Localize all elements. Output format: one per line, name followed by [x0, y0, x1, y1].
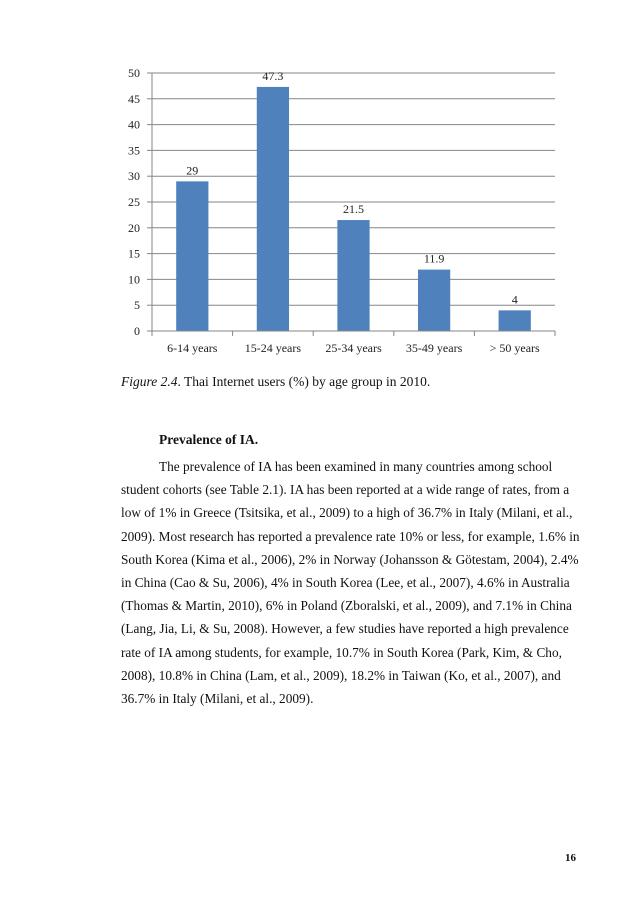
bar	[499, 310, 531, 331]
y-tick-label: 25	[128, 195, 140, 209]
body-paragraph	[121, 455, 580, 710]
body-line: 2008), 10.8% in China (Lam, et al., 2009), 18.2% in Taiwan (Ko, et al., 2007), and	[121, 667, 561, 683]
y-tick-label: 15	[128, 246, 140, 261]
x-tick-label: 6-14 years	[167, 341, 218, 355]
x-tick-label: 35-49 years	[405, 341, 463, 355]
data-label: 29	[186, 163, 199, 178]
body-line: The prevalence of IA has been examined in many countries among school	[159, 459, 553, 474]
bar	[257, 87, 289, 331]
x-tick-label: 15-24 years	[244, 341, 302, 355]
body-line: student cohorts (see Table 2.1). IA has been reported at a wide range of rates, from a	[121, 482, 570, 498]
y-tick-label: 20	[128, 220, 140, 235]
body-line: (Lang, Jia, Li, & Su, 2008). However, a few studies have reported a high prevalence	[121, 621, 569, 637]
y-tick-label: 10	[128, 272, 140, 287]
page-number: 16	[565, 852, 576, 864]
body-line: low of 1% in Greece (Tsitsika, et al., 2009) to a high of 36.7% in Italy (Milani, et al.,	[121, 505, 573, 521]
y-tick-label: 40	[128, 117, 140, 132]
x-tick-label: > 50 years	[489, 341, 540, 355]
y-tick-label: 30	[128, 169, 140, 184]
data-label: 47.3	[262, 68, 284, 83]
figure-caption	[121, 374, 430, 390]
y-tick-label: 35	[128, 143, 140, 158]
y-tick-label: 5	[134, 298, 140, 313]
section-heading: Prevalence of IA.	[159, 432, 259, 447]
body-line: 2009). Most research has reported a prevalence rate 10% or less, for example, 1.6% in	[121, 528, 580, 544]
bar	[418, 270, 450, 331]
x-tick-label: 25-34 years	[325, 341, 382, 355]
figure-caption-text: . Thai Internet users (%) by age group in 2010.	[177, 374, 431, 389]
bar	[176, 181, 208, 331]
y-tick-label: 50	[128, 66, 140, 80]
body-line: (Thomas & Martin, 2010), 6% in Poland (Zboralski, et al., 2009), and 7.1% in China	[121, 598, 572, 614]
body-line: in China (Cao & Su, 2006), 4% in South Korea (Lee, et al., 2007), 4.6% in Australia	[121, 575, 570, 591]
y-tick-label: 0	[134, 324, 140, 338]
bar	[337, 220, 369, 331]
figure-label: Figure 2.4	[121, 374, 178, 389]
body-line: 36.7% in Italy (Milani, et al., 2009).	[121, 691, 314, 707]
data-label: 21.5	[343, 202, 364, 217]
y-tick-label: 45	[128, 91, 140, 106]
bar-chart	[0, 0, 638, 370]
body-line: rate of IA among students, for example, 10.7% in South Korea (Park, Kim, & Cho,	[121, 644, 562, 660]
data-label: 11.9	[423, 251, 445, 266]
body-line: South Korea (Kima et al., 2006), 2% in Norway (Johansson & Götestam, 2004), 2.4%	[121, 551, 579, 567]
data-label: 4	[511, 292, 518, 307]
